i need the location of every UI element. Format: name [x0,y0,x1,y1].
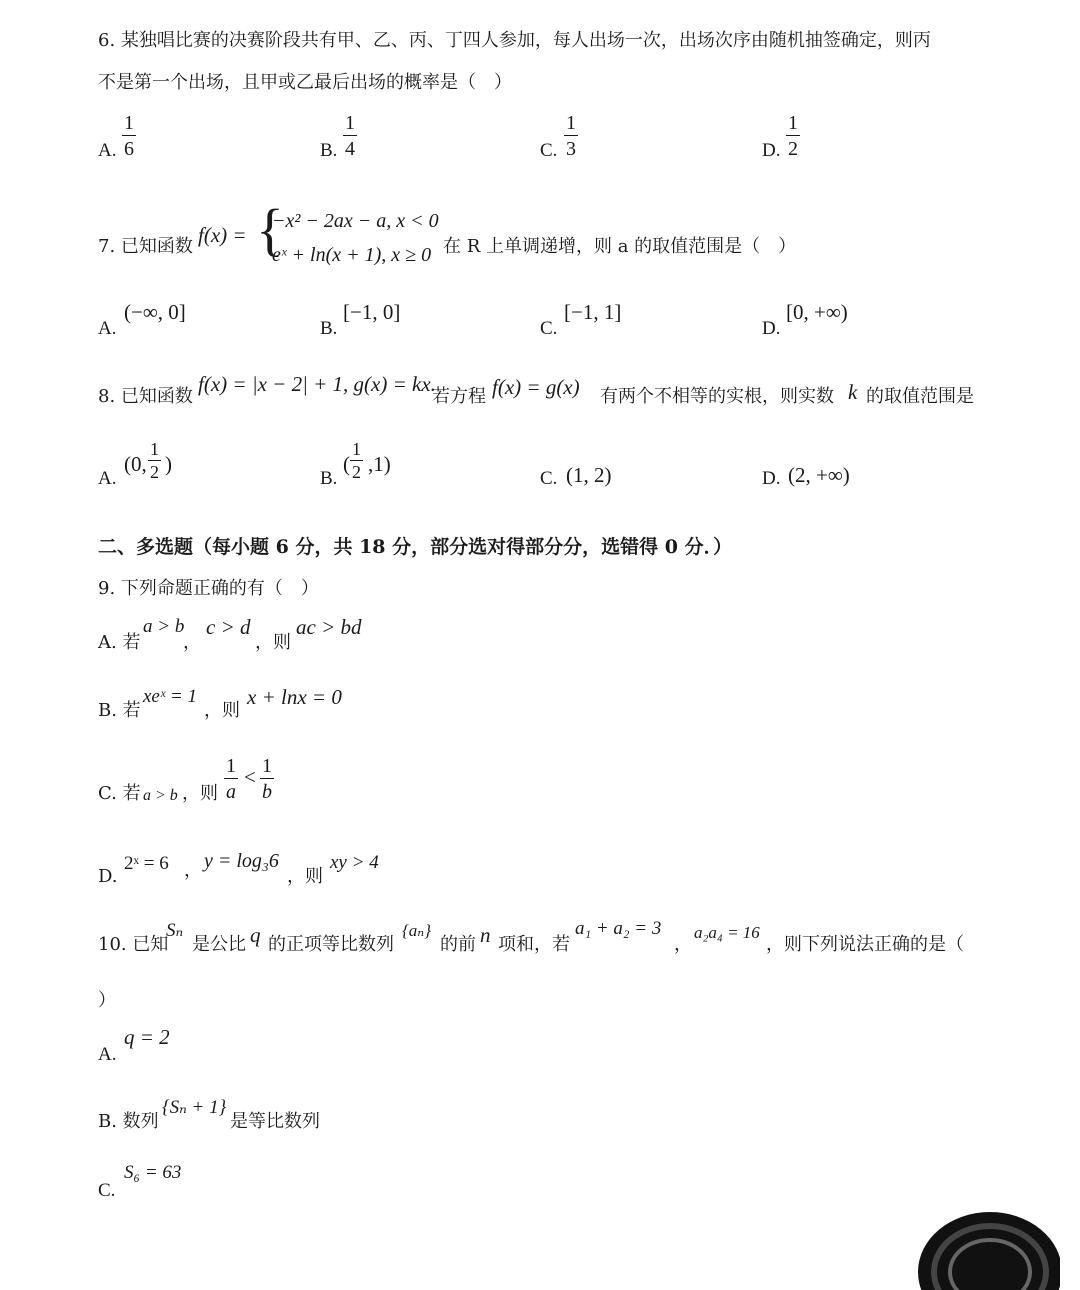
math-expr: a₁ + a₂ = 3 [575,918,662,939]
math-expr: n [480,923,491,947]
q8-functions: f(x) = |x − 2| + 1, g(x) = kx. [198,372,436,396]
option-text: 是等比数列 [230,1111,320,1132]
then-word: ，则 [204,700,240,721]
q8-suffix1: 有两个不相等的实根，则实数 [600,386,834,407]
q7-case-1: −x² − 2ax − a, x < 0 [272,210,439,232]
option-label: C. [540,468,558,489]
math-expr: xeˣ = 1 [143,686,198,707]
q7-case-2: eˣ + ln(x + 1), x ≥ 0 [272,244,432,266]
option-paren-open: (0, [124,452,147,476]
q8-k: k [848,380,858,404]
math-expr: q [250,923,261,947]
option-fraction: $\frac{1}{2}$ [788,112,798,160]
math-expr: q = 2 [124,1025,170,1049]
option-label: A. 若 [98,632,141,653]
option-label: A. [98,468,117,489]
q6-stem-line1: 6. 某独唱比赛的决赛阶段共有甲、乙、丙、丁四人参加，每人出场一次，出场次序由随机抽签确定，则丙 [98,30,931,51]
math-expr: {Sₙ + 1} [162,1097,227,1118]
q10-text: 10. 已知 [98,934,169,955]
q8-suffix2: 的取值范围是 [866,386,974,407]
q10-text: ，则下列说法正确的是（ [766,934,964,955]
math-expr: a₂a₄ = 16 [694,923,760,942]
punctuation: ， [674,934,692,955]
option-label: A. [98,140,117,161]
option-value: [−1, 0] [343,300,401,324]
option-label: A. [98,1044,117,1065]
less-than: < [244,765,256,789]
punctuation: ， [184,860,202,881]
q10-text: 的前 [440,934,476,955]
math-expr: 2ˣ = 6 [124,853,169,874]
math-expr: xy > 4 [330,852,379,873]
math-expr: c > d [206,615,251,639]
option-value: (2, +∞) [788,463,850,487]
then-word: ，则 [182,783,218,804]
option-label: A. [98,318,117,339]
math-expr: S₆ = 63 [124,1162,182,1183]
option-label: B. [320,468,338,489]
option-label: D. [762,140,781,161]
q6-stem-line2: 不是第一个出场，且甲或乙最后出场的概率是（ ） [98,72,512,93]
q7-prefix: 7. 已知函数 [98,236,193,257]
then-word: ，则 [255,632,291,653]
math-expr: ac > bd [296,615,362,639]
option-label: B. [320,318,338,339]
option-label: D. [98,866,118,887]
math-expr: a > b [143,787,178,804]
option-value: (1, 2) [566,463,612,487]
math-expr: Sₙ [166,920,184,941]
q10-text: 项和，若 [498,934,570,955]
option-value: [−1, 1] [564,300,622,324]
option-fraction: $\frac{1}{4}$ [345,112,355,160]
q10-text: 的正项等比数列 [268,934,394,955]
section-2-heading: 二、多选题（每小题 6 分，共 18 分，部分选对得部分分，选错得 0 分．） [98,536,733,558]
option-fraction: $\frac{1}{3}$ [566,112,576,160]
option-paren-close: ) [165,452,172,476]
option-fraction: $\frac{1}{6}$ [124,112,134,160]
punctuation: ， [183,632,201,653]
math-expr: {aₙ} [402,921,431,940]
option-value: [0, +∞) [786,300,848,324]
option-fraction: $\frac{1}{2}$ [150,439,159,482]
floating-circle-icon[interactable] [910,1200,1060,1290]
fraction-1-over-b: $\frac{1}{b}$ [262,755,272,803]
option-label: D. [762,468,781,489]
fraction-1-over-a: $\frac{1}{a}$ [226,755,236,803]
option-label: C. [540,140,558,161]
q7-suffix: 在 R 上单调递增，则 a 的取值范围是（ ） [443,236,797,257]
option-label: B. [320,140,338,161]
option-label: C. [98,1180,116,1201]
option-label: B. 数列 [98,1111,159,1132]
math-expr: y = log₃6 [204,850,279,872]
option-label: C. 若 [98,783,141,804]
option-label: D. [762,318,781,339]
option-value: (−∞, 0] [124,300,186,324]
q7-piecewise-brace: { [256,197,284,262]
q8-mid: 若方程 [432,386,486,407]
q9-stem: 9. 下列命题正确的有（ ） [98,578,319,599]
math-expr: a > b [143,616,185,637]
q10-text: 是公比 [192,934,246,955]
then-word: ，则 [287,866,323,887]
option-paren-close: ,1) [368,452,391,476]
option-label: C. [540,318,558,339]
q7-function-name: f(x) = [198,223,247,247]
q8-prefix: 8. 已知函数 [98,386,193,407]
q10-close-paren: ） [98,990,116,1011]
option-fraction: $\frac{1}{2}$ [352,439,361,482]
option-paren-open: ( [343,452,350,476]
q8-equation: f(x) = g(x) [492,375,580,399]
math-expr: x + lnx = 0 [247,685,342,709]
option-label: B. 若 [98,700,141,721]
